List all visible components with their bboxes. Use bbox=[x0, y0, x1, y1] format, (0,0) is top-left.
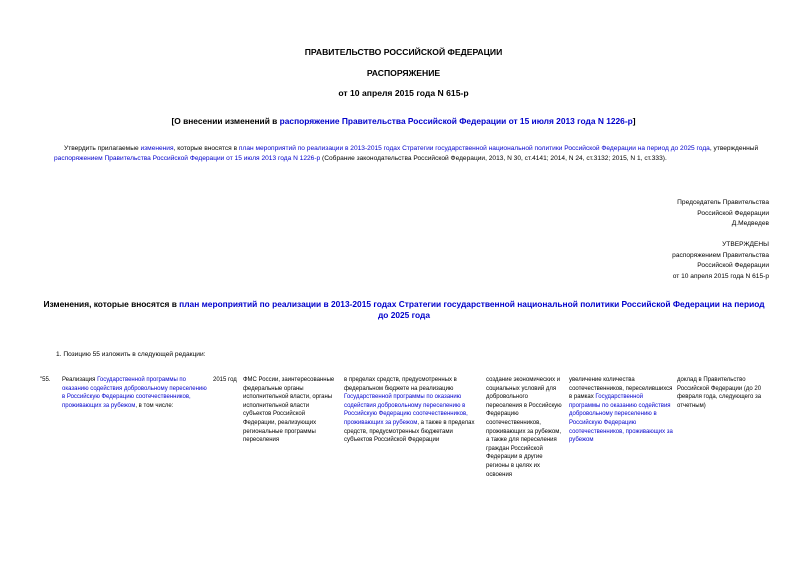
name-program-link[interactable]: Государственной программы по оказанию содействия добровольному переселению в Российскую Федерацию соотечественников, проживающих за рубежом bbox=[62, 377, 207, 409]
indicator-program-link[interactable]: Государственной программы по оказанию содействия добровольному переселению в Российскую Федерацию соотечественников, проживающих за рубежом bbox=[569, 394, 673, 444]
document-date-number: от 10 апреля 2015 года N 615-р bbox=[338, 88, 469, 98]
table-cell-funding bbox=[344, 376, 480, 445]
funding-program-link[interactable]: Государственной программы по оказанию содействия добровольному переселению в Российскую Федерацию соотечественников, проживающих за рубежом bbox=[344, 394, 468, 426]
subject-open-text: [О внесении изменений в bbox=[171, 116, 280, 126]
funding-text-1: в пределах средств, предусмотренных в федеральном бюджете на реализацию bbox=[344, 377, 457, 392]
paragraph-link-changes[interactable]: изменения bbox=[140, 145, 174, 152]
table-cell-year: 2015 год bbox=[213, 377, 237, 383]
subject-link[interactable]: распоряжение Правительства Российской Федерации от 15 июля 2013 года N 1226-р bbox=[279, 116, 633, 126]
changes-title bbox=[40, 299, 768, 321]
signature-line-2: Российской Федерации bbox=[697, 209, 769, 217]
approved-line-2: распоряжением Правительства bbox=[672, 251, 769, 259]
changes-title-link[interactable]: план мероприятий по реализации в 2013-2015 годах Стратегии государственной национальной политики Российской Федерации на период до 2025 года bbox=[179, 299, 765, 320]
table-cell-number: "55. bbox=[40, 377, 51, 383]
government-heading: ПРАВИТЕЛЬСТВО РОССИЙСКОЙ ФЕДЕРАЦИИ bbox=[304, 47, 503, 57]
subject-close-text: ] bbox=[632, 116, 636, 126]
table-cell-indicator bbox=[569, 376, 673, 445]
paragraph-text-4: (Собрание законодательства Российской Федерации, 2013, N 30, ст.4141; 2014, N 24, ст.3132; 2015, N 1, ст.333). bbox=[320, 155, 667, 162]
name-text-1: Реализация bbox=[62, 377, 98, 383]
main-paragraph bbox=[54, 144, 774, 164]
approved-line-3: Российской Федерации bbox=[697, 262, 769, 269]
table-cell-result: создание экономических и социальных условий для добровольного переселения в Российскую Федерацию соотечественников, проживающих за рубежом, а также для переселения граждан Российской Федерации в другие регионы в целях их освоения bbox=[486, 377, 562, 478]
table-cell-name bbox=[62, 376, 208, 410]
name-text-2: , в том числе: bbox=[135, 402, 174, 409]
signature-line-1: Председатель Правительства bbox=[677, 199, 769, 206]
changes-title-text: Изменения, которые вносятся в bbox=[43, 299, 180, 309]
approved-line-4: от 10 апреля 2015 года N 615-р bbox=[672, 272, 769, 280]
paragraph-link-order[interactable]: распоряжением Правительства Российской Федерации от 15 июля 2013 года N 1226-р bbox=[54, 155, 321, 162]
signature-line-3: Д.Медведев bbox=[731, 220, 769, 227]
item-1: 1. Позицию 55 изложить в следующей редакции: bbox=[56, 351, 206, 358]
paragraph-link-plan[interactable]: план мероприятий по реализации в 2013-2015 годах Стратегии государственной национальной политики Российской Федерации на период до 2025 года bbox=[238, 145, 710, 152]
approved-line-1: УТВЕРЖДЕНЫ bbox=[722, 241, 769, 248]
document-subject bbox=[0, 116, 807, 126]
document-type-heading: РАСПОРЯЖЕНИЕ bbox=[366, 68, 441, 78]
indicator-text-1: увеличение количества соотечественников, переселившихся в рамках bbox=[569, 377, 673, 401]
paragraph-text-3: , утвержденный bbox=[709, 145, 759, 152]
paragraph-text-1: Утвердить прилагаемые bbox=[64, 145, 141, 152]
signature-block bbox=[677, 198, 769, 230]
approved-block bbox=[672, 240, 769, 282]
table-cell-executors: ФМС России, заинтересованные федеральные органы исполнительной власти, органы исполнительной власти субъектов Российской Федерации, реализующих региональные программы переселения bbox=[243, 377, 335, 444]
funding-text-2: , а также в пределах средств, предусмотренных бюджетами субъектов Российской Федерации bbox=[344, 419, 475, 444]
paragraph-text-2: , которые вносятся в bbox=[173, 145, 239, 152]
table-cell-report: доклад в Правительство Российской Федерации (до 20 февраля года, следующего за отчетным) bbox=[677, 377, 762, 409]
